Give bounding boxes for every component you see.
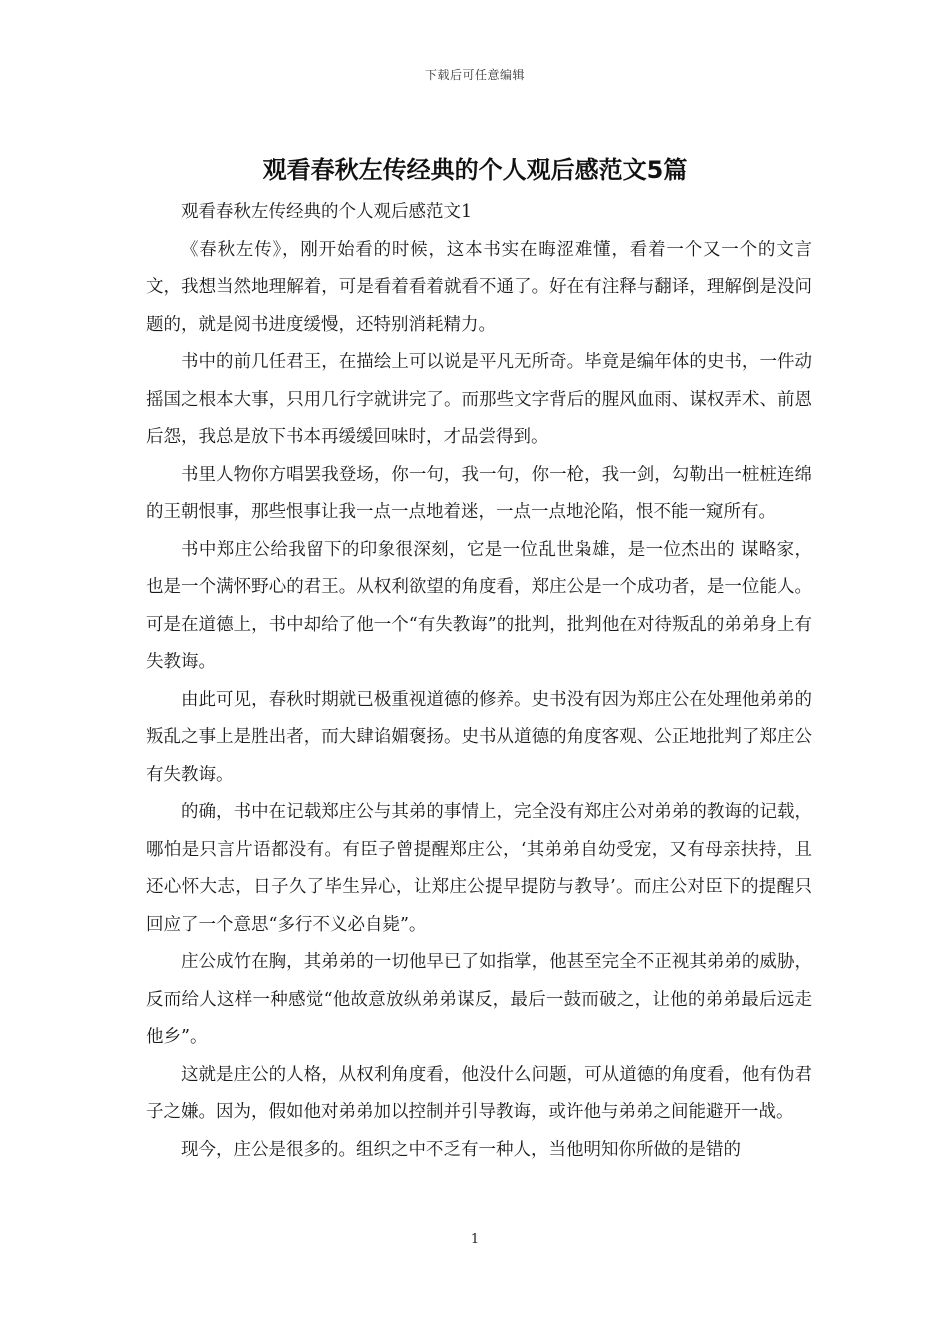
- document-body: [146, 194, 812, 1169]
- paragraph: 《春秋左传》，刚开始看的时候，这本书实在晦涩难懂，看着一个又一个的文言文，我想当然地理解着，可是看着看着就看不通了。好在有注释与翻译，理解倒是没问题的，就是阅书进度缓慢，还特别消耗精力。: [146, 239, 812, 335]
- paragraph: 书中的前几任君王，在描绘上可以说是平凡无所奇。毕竟是编年体的史书，一件动摇国之根本大事，只用几行字就讲完了。而那些文字背后的腥风血雨、谋权弄术、前恩后怨，我总是放下书本再缓缓回味时，才品尝得到。: [146, 352, 812, 447]
- paragraph: 书中郑庄公给我留下的印象很深刻，它是一位乱世枭雄，是一位杰出的 谋略家，也是一个满怀野心的君王。从权利欲望的角度看，郑庄公是一个成功者，是一位能人。可是在道德上，书中却给了他一个“有失教诲”的批判，批判他在对待叛乱的弟弟身上有失教诲。: [146, 539, 812, 672]
- page-number: 1: [470, 1232, 480, 1247]
- paragraph: 书里人物你方唱罢我登场，你一句，我一句，你一枪，我一剑，勾勒出一桩桩连绵的王朝恨事，那些恨事让我一点一点地着迷，一点一点地沦陷，恨不能一窥所有。: [146, 464, 812, 522]
- paragraph: 庄公成竹在胸，其弟弟的一切他早已了如指掌，他甚至完全不正视其弟弟的威胁，反而给人这样一种感觉“他故意放纵弟弟谋反，最后一鼓而破之，让他的弟弟最后远走他乡”。: [146, 952, 812, 1047]
- paragraph: 的确，书中在记载郑庄公与其弟的事情上，完全没有郑庄公对弟弟的教诲的记载，哪怕是只言片语都没有。有臣子曾提醒郑庄公，‘其弟弟自幼受宠，又有母亲扶持，且还心怀大志，日子久了毕生异心，让郑庄公提早提防与教导’。而庄公对臣下的提醒只回应了一个意思“多行不义必自毙”。: [146, 802, 812, 935]
- paragraph: 由此可见，春秋时期就已极重视道德的修养。史书没有因为郑庄公在处理他弟弟的叛乱之事上是胜出者，而大肆谄媚褒扬。史书从道德的角度客观、公正地批判了郑庄公有失教诲。: [146, 689, 812, 785]
- page-header: 下载后可任意编辑: [424, 68, 525, 82]
- paragraph: 现今，庄公是很多的。组织之中不乏有一种人，当他明知你所做的是错的: [181, 1139, 741, 1160]
- paragraph: 这就是庄公的人格，从权利角度看，他没什么问题，可从道德的角度看，他有伪君子之嫌。因为，假如他对弟弟加以控制并引导教诲，或许他与弟弟之间能避开一战。: [146, 1064, 812, 1122]
- section-heading: 观看春秋左传经典的个人观后感范文1: [181, 202, 473, 222]
- document-title: 观看春秋左传经典的个人观后感范文5篇: [262, 156, 688, 184]
